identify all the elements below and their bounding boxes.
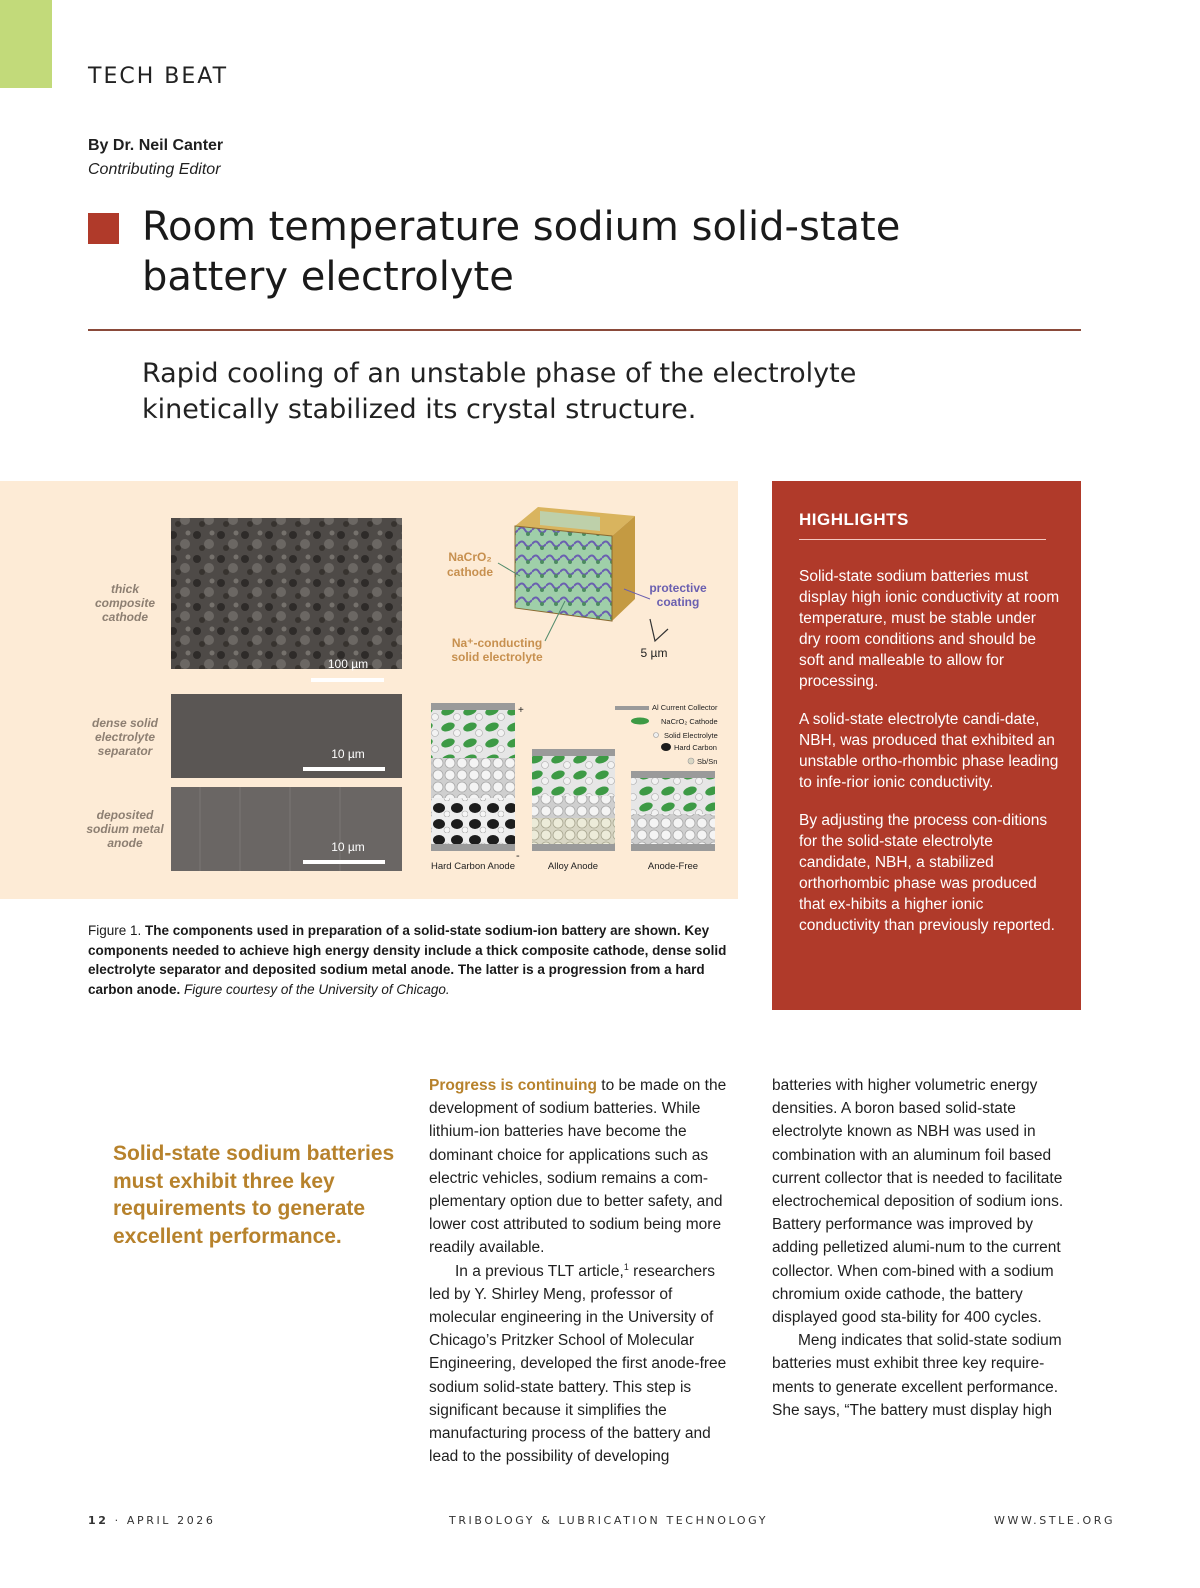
article-subtitle: Rapid cooling of an unstable phase of the electrolyte kinetically stabilized its crystal structure. xyxy=(142,358,857,425)
cube-label-na-conducting: Na⁺-conducting xyxy=(451,636,543,650)
legend-nacro2-cathode: NaCrO₂ Cathode xyxy=(661,717,718,726)
scale-bar-10um-a xyxy=(303,767,385,771)
scale-label-10um-b: 10 µm xyxy=(331,840,365,854)
body-paragraph xyxy=(429,1260,739,1469)
cube-label-coating: coating xyxy=(656,595,700,609)
author-name: By Dr. Neil Canter xyxy=(88,137,224,154)
cell-hard-carbon xyxy=(431,703,515,851)
body-paragraph xyxy=(429,1074,739,1260)
cube-scale-label: 5 µm xyxy=(640,646,668,660)
cell-minus-sign: - xyxy=(516,850,520,862)
body-paragraph: Meng indicates that solid-state sodium batteries must exhibit three key require-ments to generate excellent performance. She says, “The battery must display high xyxy=(772,1332,1062,1419)
body-column-2 xyxy=(772,1074,1082,1422)
cell-label-hard-carbon: Hard Carbon Anode xyxy=(431,861,515,872)
body-paragraph: batteries with higher volumetric energy densities. A boron based solid-state electrolyte known as NBH was used in combination with an aluminum foil based current collector that is needed to facilitate electrochemical deposition of sodium ions. Battery performance was improved by adding pelletized alumi-num to the current collector. When com-bined with a sodium chromium oxide cathode, the battery displayed good sta-bility for 400 cycles. xyxy=(772,1077,1064,1327)
cell-alloy xyxy=(532,749,615,851)
cell-legend xyxy=(615,703,718,766)
highlight-item: By adjusting the process con-ditions for the solid-state electrolyte candidate, NBH, a stabilized orthorhombic phase was produced that ex-hibits a higher ionic conductivity than previously reported. xyxy=(799,812,1055,934)
highlights-box xyxy=(772,481,1081,1010)
footer-page-info xyxy=(88,1514,216,1527)
label-thick: thick xyxy=(110,582,140,596)
label-separator: separator xyxy=(97,744,153,758)
highlights-divider xyxy=(799,539,1046,540)
highlight-item: A solid-state electrolyte candi-date, NBH, was produced that exhibited an unstable ortho-rhombic phase leading to infe-rior ionic conductivity. xyxy=(799,711,1059,791)
caption-text: The components used in preparation of a solid-state sodium-ion battery are shown. Key components needed to achieve high energy density include a thick composite cathode, dense solid electrolyte separator and deposited sodium metal anode. The latter is a progression from a hard carbon anode. xyxy=(88,923,727,997)
issue-date: APRIL 2026 xyxy=(126,1514,216,1527)
figure-caption xyxy=(88,921,728,999)
sem-cathode-image xyxy=(171,518,402,669)
label-cathode: cathode xyxy=(101,610,149,624)
page-number: 12 xyxy=(88,1514,109,1527)
scale-bar-100um xyxy=(311,678,384,682)
label-dense-solid: dense solid xyxy=(91,716,159,730)
pull-quote: Solid-state sodium batteries must exhibit three key requirements to generate excellent performance. xyxy=(113,1142,395,1248)
legend-al-collector: Al Current Collector xyxy=(652,703,718,712)
label-deposited: deposited xyxy=(96,808,154,822)
cell-label-alloy: Alloy Anode xyxy=(547,861,599,872)
cube-label-nacro2: NaCrO₂ xyxy=(448,550,492,564)
sem-anode-image xyxy=(171,787,402,871)
footer-separator: · xyxy=(114,1514,121,1527)
cell-plus-sign: + xyxy=(518,705,524,716)
byline xyxy=(88,134,223,182)
figure-1-panel xyxy=(0,481,738,899)
highlights-title: HIGHLIGHTS xyxy=(799,510,909,529)
label-composite: composite xyxy=(94,596,156,610)
lead-in: Progress is continuing xyxy=(429,1077,597,1094)
cathode-cube-diagram xyxy=(498,507,668,641)
section-label: TECH BEAT xyxy=(88,64,229,89)
title-marker-square xyxy=(88,213,119,244)
cell-label-anode-free: Anode-Free xyxy=(647,861,699,872)
legend-hard-carbon: Hard Carbon xyxy=(674,743,717,752)
section-color-tab xyxy=(0,0,52,88)
legend-solid-electrolyte: Solid Electrolyte xyxy=(664,731,718,740)
article-title: Room temperature sodium solid-state battery electrolyte xyxy=(142,204,901,300)
scale-label-10um-a: 10 µm xyxy=(331,747,365,761)
cube-label-cathode: cathode xyxy=(446,565,494,579)
website-link[interactable]: WWW.STLE.ORG xyxy=(994,1514,1116,1527)
body-column-1 xyxy=(429,1074,739,1468)
title-divider xyxy=(88,329,1081,331)
footnote-ref[interactable]: 1 xyxy=(623,1261,629,1272)
body-text: In a previous TLT article, xyxy=(455,1262,624,1280)
label-anode: anode xyxy=(107,836,143,850)
highlights-list xyxy=(799,566,1061,953)
body-text: researchers led by Y. Shirley Meng, professor of molecular engineering in the University of Chicago’s Pritzker School of Molecular Engineering, developed the first anode-free sodium solid-state battery. This step is significant because it simplifies the manufacturing process of the battery and lead to the possibility of developing xyxy=(429,1262,727,1466)
cube-label-solid-electrolyte: solid electrolyte xyxy=(451,650,543,664)
highlight-item: Solid-state sodium batteries must display high ionic conductivity at room temperature, must be stable under dry room conditions and should be soft and malleable to allow for processing. xyxy=(799,568,1060,690)
label-electrolyte: electrolyte xyxy=(94,730,156,744)
author-role: Contributing Editor xyxy=(88,161,221,178)
caption-label: Figure 1. xyxy=(88,923,142,938)
sem-separator-image xyxy=(171,694,402,778)
cell-anode-free xyxy=(631,771,715,851)
body-text: to be made on the development of sodium batteries. While lithium-ion batteries have become the dominant choice for applications such as electric vehicles, sodium remains a com-plementary option due to better safety, and lower cost attributed to sodium being more readily available. xyxy=(429,1077,727,1257)
figure-1-image xyxy=(0,481,738,899)
scale-label-100um: 100 µm xyxy=(327,657,369,671)
cube-label-protective: protective xyxy=(649,581,707,595)
legend-sb-sn: Sb/Sn xyxy=(697,757,718,766)
scale-bar-10um-b xyxy=(303,860,385,864)
publication-name: TRIBOLOGY & LUBRICATION TECHNOLOGY xyxy=(449,1514,769,1527)
label-sodium-metal: sodium metal xyxy=(86,822,164,836)
caption-credit: Figure courtesy of the University of Chicago. xyxy=(184,981,450,997)
